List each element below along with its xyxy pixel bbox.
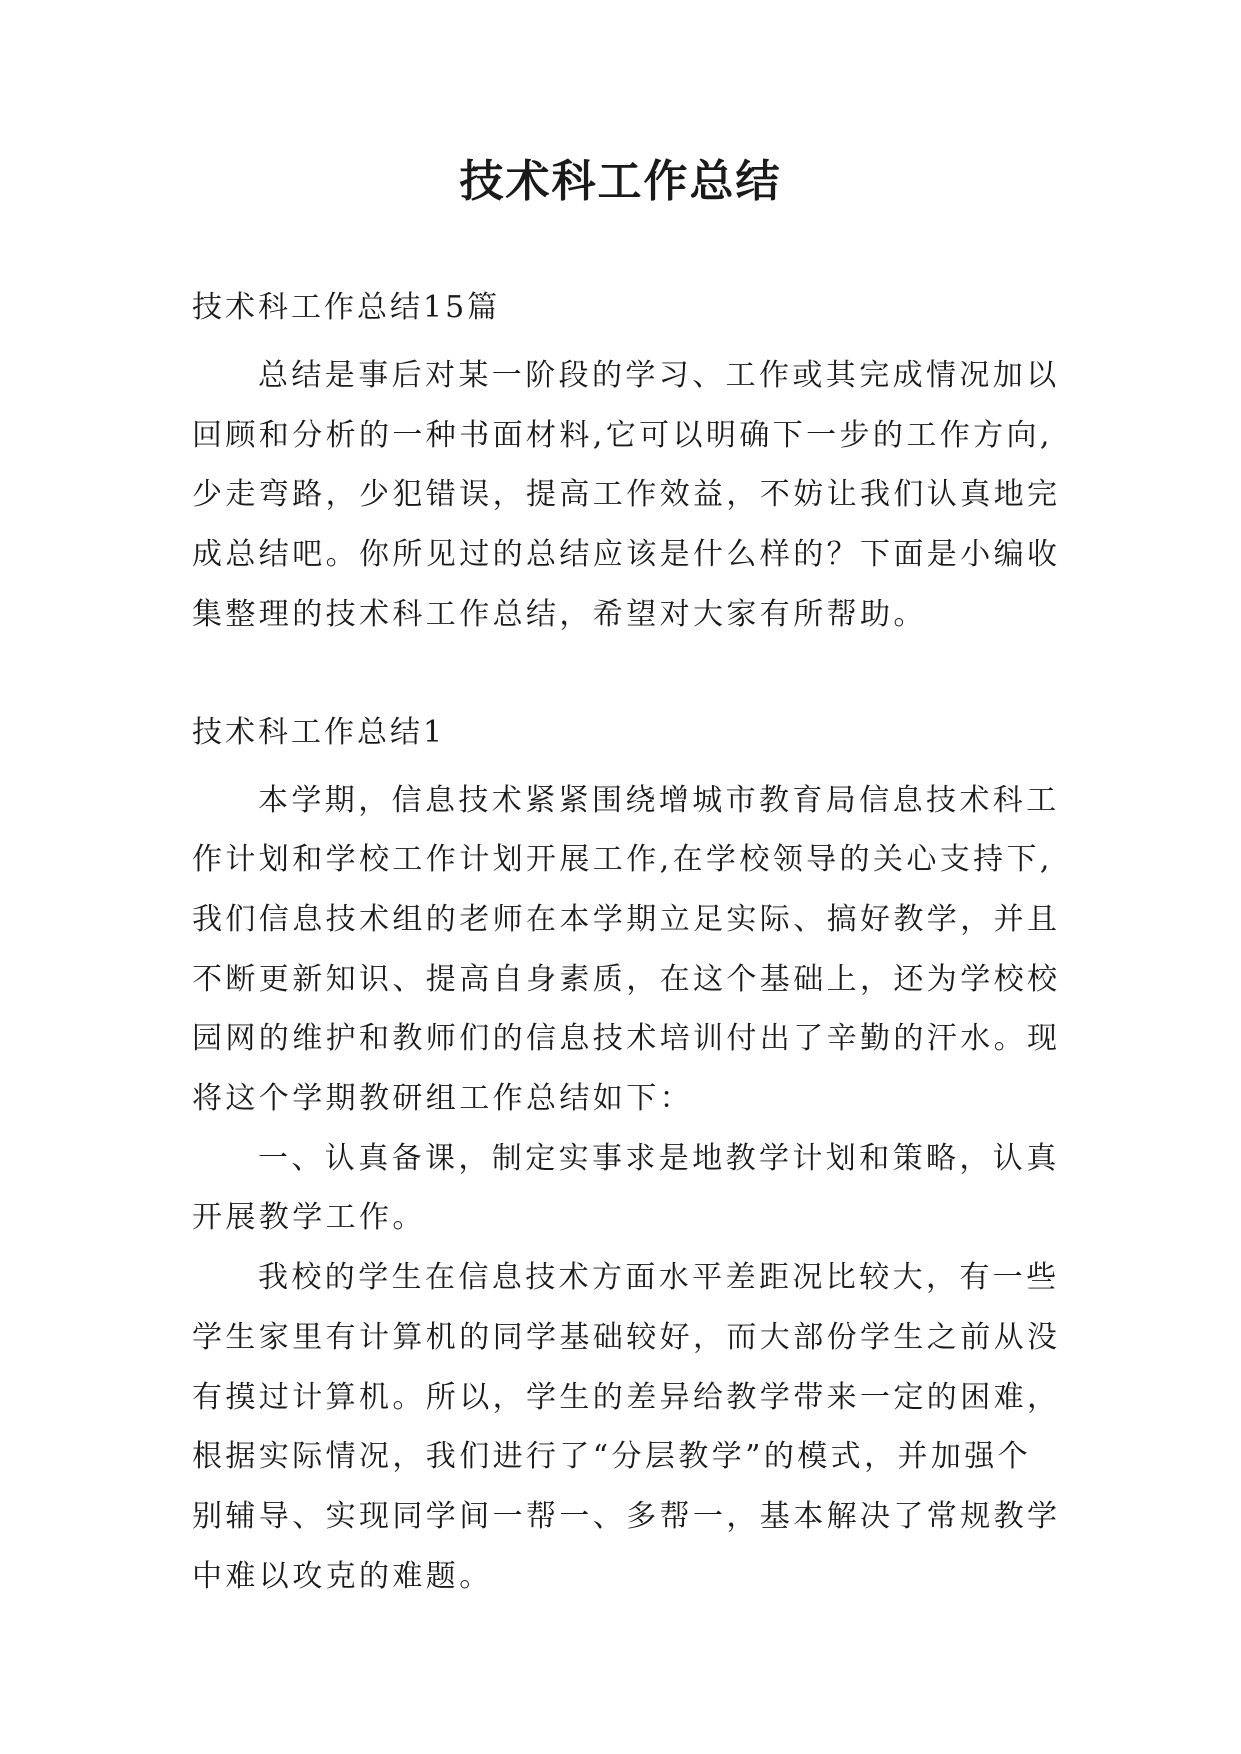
paragraph-line: 中难以攻克的难题。 (192, 1558, 493, 1594)
intro-line: 总结是事后对某一阶段的学习、工作或其完成情况加以 (258, 358, 1060, 393)
section-paragraph (192, 1248, 1062, 1606)
paragraph-line: 开展教学工作。 (192, 1200, 426, 1236)
intro-line: 成总结吧。你所见过的总结应该是什么样的？下面是小编收 (192, 537, 1061, 573)
paragraph-line: 我校的学生在信息技术方面水平差距况比较大，有一些 (258, 1260, 1060, 1296)
document-title: 技术科工作总结 (459, 156, 782, 207)
paragraph-line: 我们信息技术组的老师在本学期立足实际、搞好教学，并且 (192, 901, 1061, 937)
intro-line: 回顾和分析的一种书面材料,它可以明确下一步的工作方向, (192, 417, 1053, 453)
section-paragraph (192, 1129, 1062, 1248)
intro-line: 少走弯路，少犯错误，提高工作效益，不妨让我们认真地完 (192, 477, 1061, 513)
paragraph-line: 本学期，信息技术紧紧围绕增城市教育局信息技术科工 (258, 782, 1060, 818)
intro-paragraph (192, 346, 1062, 645)
paragraph-line: 园网的维护和教师们的信息技术培训付出了辛勤的汗水。现 (192, 1021, 1061, 1057)
paragraph-line: 有摸过计算机。所以，学生的差异给教学带来一定的困难， (192, 1379, 1061, 1415)
paragraph-line: 学生家里有计算机的同学基础较好，而大部份学生之前从没 (192, 1319, 1061, 1355)
section-heading: 技术科工作总结1 (192, 714, 446, 750)
paragraph-line: 一、认真备课，制定实事求是地教学计划和策略，认真 (258, 1140, 1060, 1176)
document-body (192, 288, 1062, 1606)
paragraph-line: 根据实际情况，我们进行了“分层教学”的模式，并加强个 (192, 1439, 1032, 1475)
paragraph-line: 作计划和学校工作计划开展工作,在学校领导的关心支持下, (192, 842, 1053, 878)
paragraph-line: 将这个学期教研组工作总结如下： (192, 1081, 693, 1117)
paragraph-line: 别辅导、实现同学间一帮一、多帮一，基本解决了常规教学 (192, 1498, 1061, 1534)
section-paragraph (192, 771, 1062, 1129)
document-subtitle: 技术科工作总结15篇 (192, 290, 501, 325)
intro-line: 集整理的技术科工作总结，希望对大家有所帮助。 (192, 596, 927, 632)
paragraph-line: 不断更新知识、提高自身素质，在这个基础上，还为学校校 (192, 961, 1061, 997)
